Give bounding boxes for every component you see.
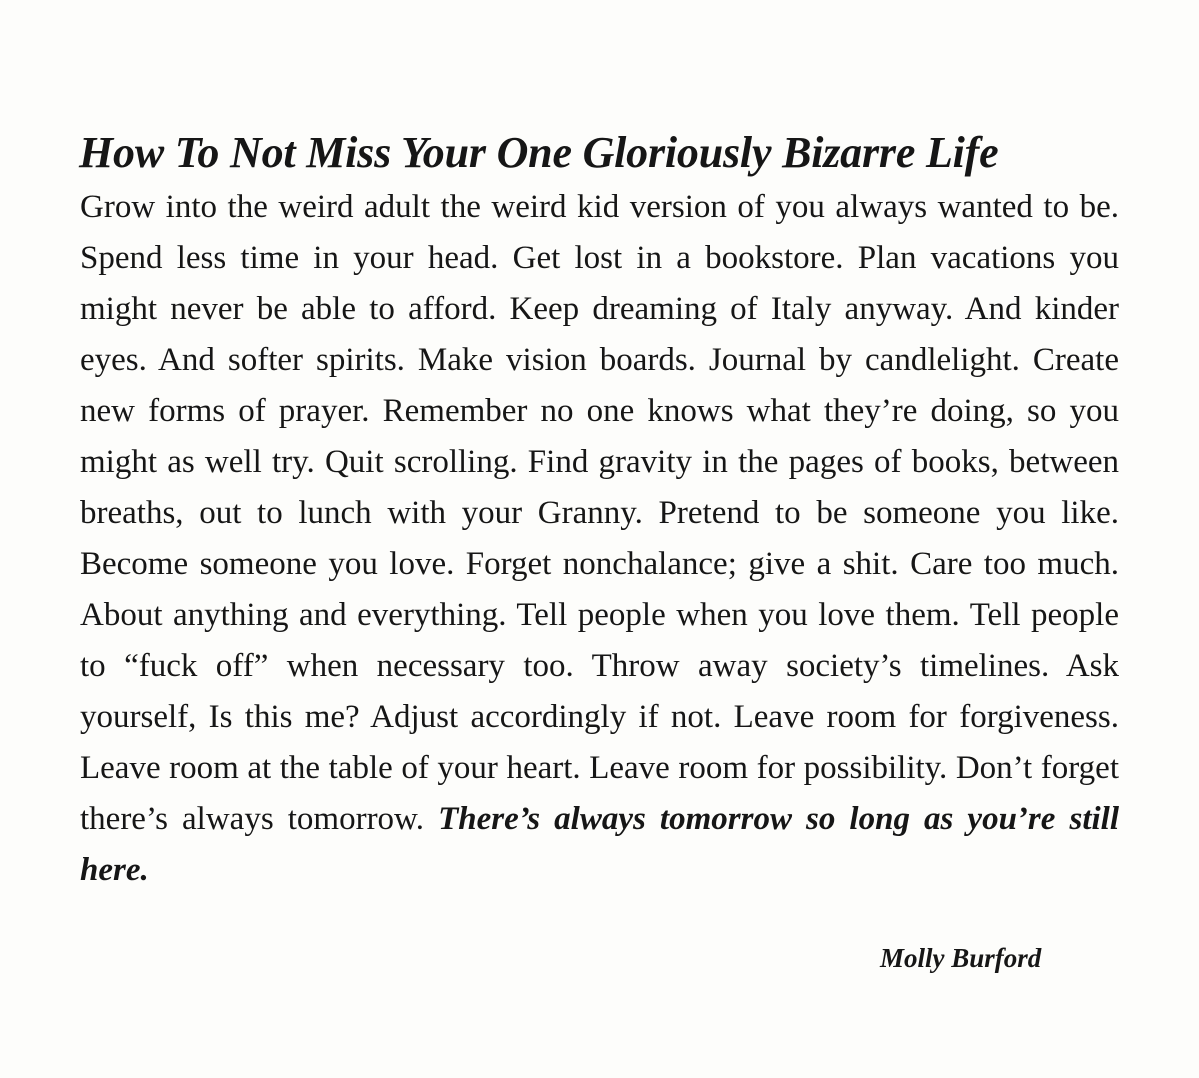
closing-emphasis: There’s always tomorrow so long as you’re still here. (80, 801, 1120, 888)
author-name: Molly Burford (880, 943, 1042, 973)
poem-title: How To Not Miss Your One Gloriously Bizarre Life (79, 128, 999, 177)
poem-body (80, 182, 1119, 896)
poem-body-text: Grow into the weird adult the weird kid version of you always wanted to be. Spend less time in your head. Get lost in a bookstore. Plan vacations you might never be able to afford. Keep dreaming of Italy anyway. And kinder eyes. And softer spirits. Make vision boards. Journal by candlelight. Create new forms of prayer. Remember no one knows what they’re doing, so you might as well try. Quit scrolling. Find gravity in the pages of books, between breaths, out to lunch with your Granny. Pretend to be someone you like. Become someone you love. Forget nonchalance; give a shit. Care too much. About anything and everything. Tell people when you love them. Tell people to “fuck off” when necessary too. Throw away society’s timelines. Ask yourself, Is this me? Adjust accordingly if not. Leave room for forgiveness. Leave room at the table of your heart. Leave room for possibility. Don’t forget there’s always tomorrow. (80, 189, 1119, 837)
